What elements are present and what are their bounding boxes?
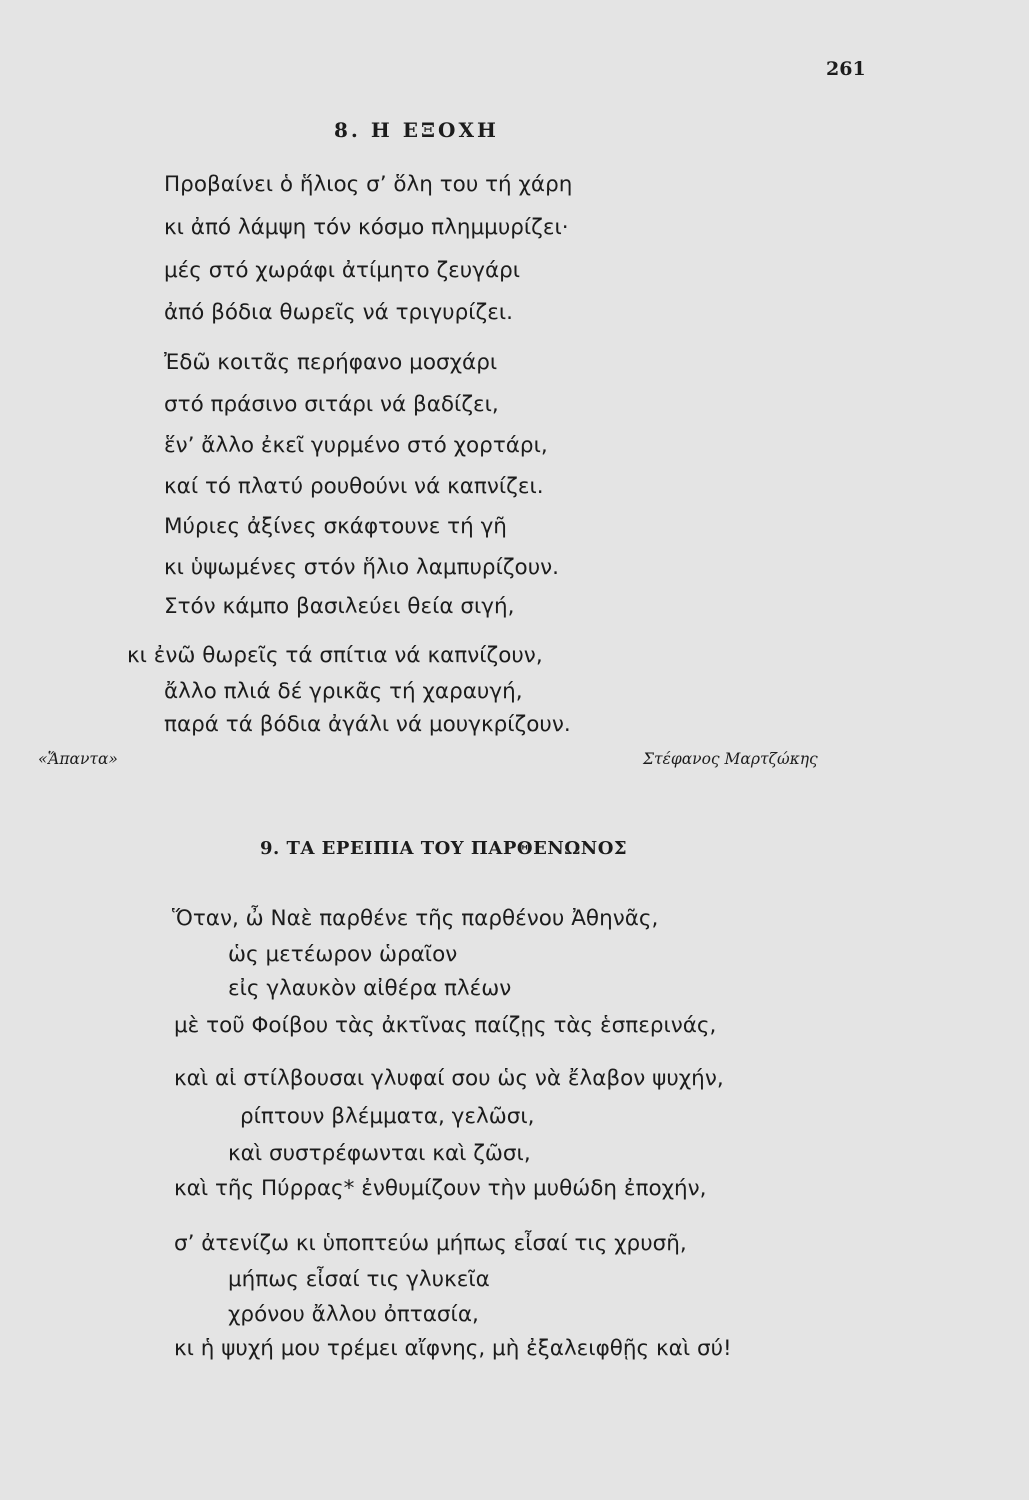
page-number: 261 bbox=[826, 58, 866, 80]
poem-1-line: κι ἀπό λάμψη τόν κόσμο πλημμυρίζει· bbox=[164, 215, 569, 240]
poem-1-line: μές στό χωράφι ἀτίμητο ζευγάρι bbox=[164, 258, 521, 283]
poem-2-line: ρίπτουν βλέμματα, γελῶσι, bbox=[240, 1104, 535, 1129]
poem-2-line: μήπως εἶσαί τις γλυκεῖα bbox=[228, 1267, 490, 1292]
poem-1-line: Προβαίνει ὁ ἥλιος σ’ ὅλη του τή χάρη bbox=[164, 172, 573, 197]
poem-2-line: κι ἡ ψυχή μου τρέμει αἴφνης, μὴ ἐξαλειφθῇς καὶ σύ! bbox=[174, 1336, 732, 1361]
poem-1-line: ἕν’ ἄλλο ἐκεῖ γυρμένο στό χορτάρι, bbox=[164, 433, 548, 458]
author-attribution: Στέφανος Μαρτζώκης bbox=[643, 750, 818, 768]
poem-2-title: 9. ΤΑ ΕΡΕΙΠΙΑ ΤΟΥ ΠΑΡΘΕΝΩΝΟΣ bbox=[260, 838, 628, 859]
poem-1-line: κι ὑψωμένες στόν ἥλιο λαμπυρίζουν. bbox=[164, 555, 559, 580]
source-attribution: «Ἅπαντα» bbox=[38, 750, 118, 768]
poem-2-line: καὶ συστρέφωνται καὶ ζῶσι, bbox=[228, 1141, 531, 1166]
poem-2-line: σ’ ἀτενίζω κι ὑποπτεύω μήπως εἶσαί τις χρυσῆ, bbox=[174, 1231, 687, 1256]
poem-1-title: 8. Η ΕΞΟΧΗ bbox=[334, 118, 499, 142]
poem-1-line: στό πράσινο σιτάρι νά βαδίζει, bbox=[164, 392, 499, 417]
poem-1-line: παρά τά βόδια ἀγάλι νά μουγκρίζουν. bbox=[164, 712, 571, 737]
poem-1-line: Στόν κάμπο βασιλεύει θεία σιγή, bbox=[164, 594, 515, 619]
poem-1-line: Μύριες ἀξίνες σκάφτουνε τή γῆ bbox=[164, 514, 507, 539]
poem-1-line: ἀπό βόδια θωρεῖς νά τριγυρίζει. bbox=[164, 300, 513, 325]
poem-2-line: εἰς γλαυκὸν αἰθέρα πλέων bbox=[228, 976, 512, 1001]
poem-1-line: ἄλλο πλιά δέ γρικᾶς τή χαραυγή, bbox=[164, 679, 523, 704]
poem-2-line: καὶ αἱ στίλβουσαι γλυφαί σου ὡς νὰ ἔλαβον ψυχήν, bbox=[174, 1066, 724, 1091]
poem-1-line: κι ἐνῶ θωρεῖς τά σπίτια νά καπνίζουν, bbox=[127, 643, 543, 668]
poem-1-line: Ἐδῶ κοιτᾶς περήφανο μοσχάρι bbox=[164, 350, 498, 375]
poem-2-line: Ὅταν, ὦ Ναὲ παρθένε τῆς παρθένου Ἀθηνᾶς, bbox=[172, 906, 659, 931]
poem-2-line: μὲ τοῦ Φοίβου τὰς ἀκτῖνας παίζῃς τὰς ἑσπερινάς, bbox=[174, 1013, 717, 1038]
poem-2-line: ὡς μετέωρον ὡραῖον bbox=[228, 942, 458, 967]
poem-2-line: καὶ τῆς Πύρρας* ἐνθυμίζουν τὴν μυθώδη ἐποχήν, bbox=[174, 1176, 707, 1201]
poem-2-line: χρόνου ἄλλου ὀπτασία, bbox=[228, 1302, 479, 1327]
poem-1-line: καί τό πλατύ ρουθούνι νά καπνίζει. bbox=[164, 474, 544, 499]
